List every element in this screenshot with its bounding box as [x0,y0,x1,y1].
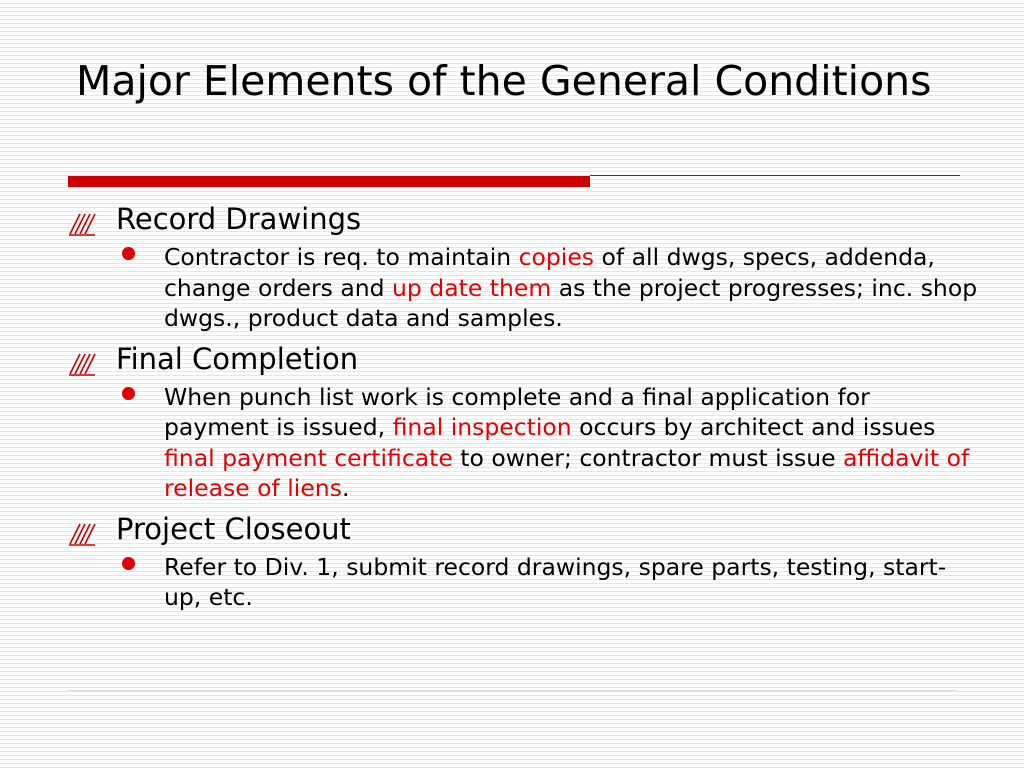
section-heading-text: Project Closeout [116,511,351,546]
bullet-text: Refer to Div. 1, submit record drawings, spare parts, testing, start-up, etc. [164,552,947,611]
section-record-drawings [68,200,978,334]
highlight-final-payment-certificate: final payment certificate [164,443,453,472]
bullet-text: Contractor is req. to maintain [164,243,519,271]
section-final-completion [68,340,978,504]
bullet-text: of all dwgs, specs, addenda, change orders and [164,243,935,302]
highlight-final-inspection: final inspection [392,413,572,441]
bullet-text: as the project progresses; inc. shop dwgs., product data and samples. [164,273,978,332]
highlight-copies: copies [518,243,595,271]
section-project-closeout [68,510,978,613]
section-heading [68,510,978,548]
red-dot-icon [122,387,135,400]
bullet-item [68,242,978,334]
diagonal-hatch-icon [68,520,96,546]
slide-title: Major Elements of the General Conditions [76,57,932,105]
bullet-item [68,382,978,504]
title-underline-thin [590,175,960,176]
red-dot-icon [122,557,135,570]
bullet-text: occurs by architect and issues [571,413,936,441]
slide-content [68,200,978,619]
highlight-up-date-them: up date them [392,273,552,302]
title-underline-thick [68,176,590,187]
bullet-text: When punch list work is complete and a final application for payment is issued, [164,382,870,441]
section-heading-text: Record Drawings [116,202,362,236]
diagonal-hatch-icon [68,210,96,236]
highlight-affidavit: affidavit of release of liens [164,443,970,502]
diagonal-hatch-icon [68,350,96,376]
red-dot-icon [122,247,135,260]
bullet-text: to owner; contractor must issue [452,443,844,472]
section-heading [68,200,978,238]
bullet-text: . [341,474,350,502]
section-heading [68,340,978,378]
section-heading-text: Final Completion [116,341,359,376]
bullet-item [68,552,978,613]
footer-divider [68,690,956,691]
